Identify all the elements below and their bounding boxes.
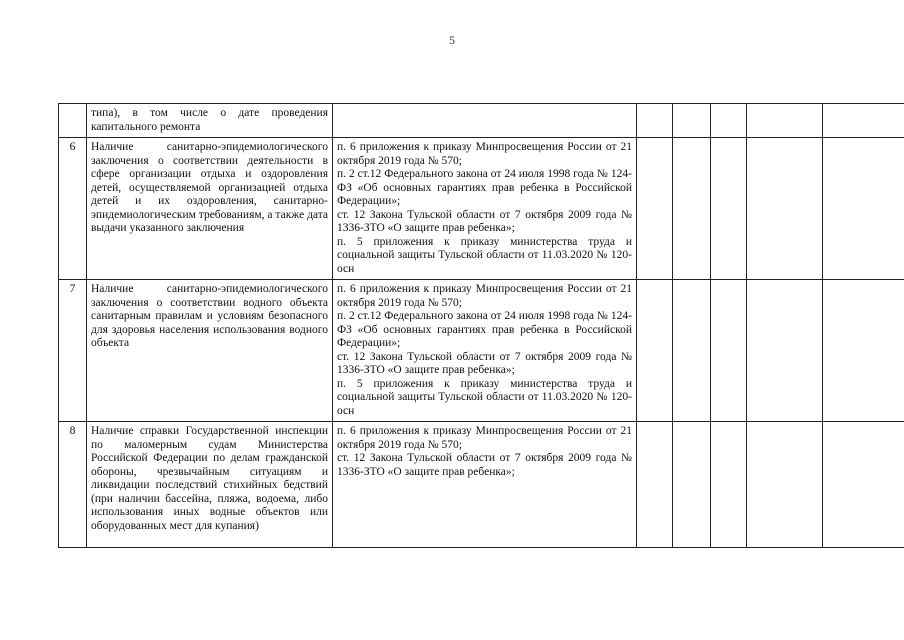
row-number: 8 xyxy=(59,422,87,548)
empty-cell xyxy=(673,104,711,138)
requirement-cell: Наличие санитарно-эпидемиологического заключения о соответствии деятельности в сфере организации отдыха и оздоровления детей, осуществляемой организацией отдыха детей и их оздоровления, санитарно-эпидемиологическим требованиям, а также дата выдачи указанного заключения xyxy=(87,138,333,280)
table-row xyxy=(59,138,904,280)
empty-cell xyxy=(637,138,673,280)
empty-cell xyxy=(747,138,823,280)
legal-basis-cell xyxy=(333,138,637,280)
table-row xyxy=(59,422,904,548)
legal-basis-item: п. 6 приложения к приказу Минпросвещения России от 21 октября 2019 года № 570; xyxy=(337,141,632,167)
legal-basis-cell xyxy=(333,422,637,548)
legal-basis-cell xyxy=(333,280,637,422)
row-number: 7 xyxy=(59,280,87,422)
empty-cell xyxy=(823,138,904,280)
empty-cell xyxy=(747,104,823,138)
empty-cell xyxy=(711,422,747,548)
legal-basis-item: п. 2 ст.12 Федерального закона от 24 июля 1998 года № 124-ФЗ «Об основных гарантиях прав ребенка в Российской Федерации»; xyxy=(337,168,632,207)
table-row xyxy=(59,280,904,422)
empty-cell xyxy=(673,138,711,280)
empty-cell xyxy=(711,280,747,422)
legal-basis-item: п. 6 приложения к приказу Минпросвещения России от 21 октября 2019 года № 570; xyxy=(337,425,632,451)
empty-cell xyxy=(711,104,747,138)
legal-basis-item: п. 5 приложения к приказу министерства труда и социальной защиты Тульской области от 11.03.2020 № 120-осн xyxy=(337,377,632,417)
legal-basis-item: ст. 12 Закона Тульской области от 7 октября 2009 года № 1336-ЗТО «О защите прав ребенка»; xyxy=(337,350,632,376)
legal-basis-item: п. 2 ст.12 Федерального закона от 24 июля 1998 года № 124-ФЗ «Об основных гарантиях прав ребенка в Российской Федерации»; xyxy=(337,310,632,349)
empty-cell xyxy=(637,280,673,422)
requirement-cell: типа), в том числе о дате проведения капитального ремонта xyxy=(87,104,333,138)
page-number: 5 xyxy=(449,33,455,47)
requirement-cell: Наличие санитарно-эпидемиологического заключения о соответствии водного объекта санитарным правилам и условиям безопасного для здоровья населения использования водного объекта xyxy=(87,280,333,422)
empty-cell xyxy=(637,104,673,138)
empty-cell xyxy=(747,280,823,422)
legal-basis-item: ст. 12 Закона Тульской области от 7 октября 2009 года № 1336-ЗТО «О защите прав ребенка»; xyxy=(337,208,632,234)
table-row xyxy=(59,104,904,138)
requirement-cell: Наличие справки Государственной инспекции по маломерным судам Министерства Российской Федерации по делам гражданской обороны, чрезвычайным ситуациям и ликвидации последствий стихийных бедствий (при наличии бассейна, пляжа, водоема, либо использования иных водные объектов или оборудованных мест для купания) xyxy=(87,422,333,548)
empty-cell xyxy=(637,422,673,548)
empty-cell xyxy=(673,280,711,422)
empty-cell xyxy=(823,280,904,422)
empty-cell xyxy=(823,104,904,138)
empty-cell xyxy=(711,138,747,280)
legal-basis-cell xyxy=(333,104,637,138)
legal-basis-item: ст. 12 Закона Тульской области от 7 октября 2009 года № 1336-ЗТО «О защите прав ребенка»; xyxy=(337,452,632,478)
checklist-table xyxy=(58,103,904,548)
empty-cell xyxy=(747,422,823,548)
row-number: 6 xyxy=(59,138,87,280)
empty-cell xyxy=(823,422,904,548)
legal-basis-item: п. 5 приложения к приказу министерства труда и социальной защиты Тульской области от 11.03.2020 № 120-осн xyxy=(337,235,632,275)
row-number xyxy=(59,104,87,138)
empty-cell xyxy=(673,422,711,548)
legal-basis-item: п. 6 приложения к приказу Минпросвещения России от 21 октября 2019 года № 570; xyxy=(337,283,632,309)
